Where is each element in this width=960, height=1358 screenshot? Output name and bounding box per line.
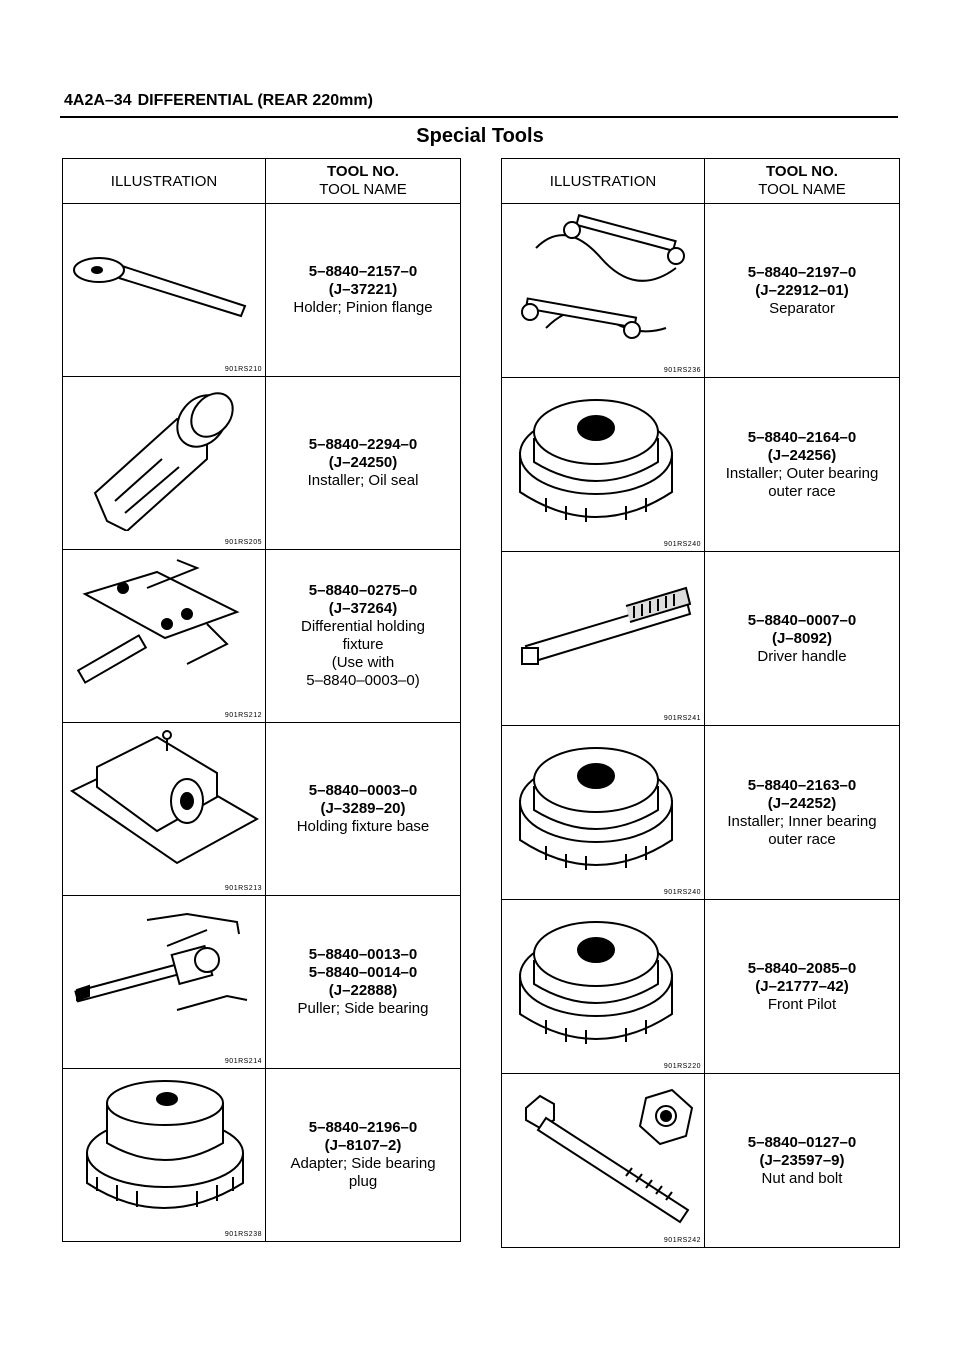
page-number: 4A2A–34 — [64, 92, 132, 109]
table-row — [63, 550, 461, 723]
special-tools-table-right — [501, 158, 900, 1248]
tool-name-line: plug — [348, 1173, 378, 1190]
differential-holding-fixture-icon — [67, 554, 259, 704]
tool-illustration — [63, 723, 266, 896]
tool-illustration — [63, 377, 266, 550]
illustration-header: ILLUSTRATION — [502, 159, 705, 204]
tool-info — [266, 723, 461, 896]
tool-name-header: TOOL NAME — [758, 181, 846, 198]
tool-name-line: 5–8840–0003–0) — [306, 672, 420, 689]
side-bearing-adapter-icon — [67, 1073, 259, 1223]
outer-bearing-race-installer-icon — [506, 382, 698, 532]
figure-number: 901RS210 — [224, 366, 262, 373]
tool-j-number: (J–24252) — [767, 794, 837, 812]
tool-illustration — [63, 1069, 266, 1242]
tool-name-line: (Use with — [331, 654, 395, 671]
section-title: DIFFERENTIAL (REAR 220mm) — [137, 92, 373, 109]
tool-number: 5–8840–2085–0 — [747, 959, 857, 977]
figure-number: 901RS238 — [224, 1231, 262, 1238]
tool-info — [705, 552, 900, 726]
table-header-row — [63, 159, 461, 204]
figure-number: 901RS205 — [224, 539, 262, 546]
tool-number: 5–8840–0007–0 — [747, 611, 857, 629]
table-row — [63, 896, 461, 1069]
tool-no-header: TOOL NO. — [766, 163, 838, 180]
table-row — [502, 726, 900, 900]
tool-name-header: TOOL NAME — [319, 181, 407, 198]
header-rule — [60, 116, 898, 118]
tool-j-number: (J–24250) — [328, 454, 398, 471]
tool-illustration — [502, 552, 705, 726]
tool-info — [705, 204, 900, 378]
tool-illustration — [502, 204, 705, 378]
tool-name: Nut and bolt — [761, 1169, 843, 1187]
tool-number: 5–8840–2294–0 — [308, 436, 418, 453]
table-row — [502, 204, 900, 378]
tool-j-number: (J–24256) — [767, 446, 837, 464]
holding-fixture-base-icon — [67, 727, 259, 877]
tool-name-line: outer race — [768, 482, 836, 500]
tool-number: 5–8840–2197–0 — [747, 263, 857, 281]
tool-j-number: (J–23597–9) — [759, 1151, 845, 1169]
tool-info — [705, 1074, 900, 1248]
tool-j-number: (J–8107–2) — [324, 1137, 402, 1154]
tool-j-number: (J–8092) — [771, 629, 833, 647]
page-title: Special Tools — [416, 125, 544, 147]
figure-number: 901RS214 — [224, 1058, 262, 1065]
tool-name: Puller; Side bearing — [297, 1000, 429, 1017]
tool-number: 5–8840–0014–0 — [308, 964, 418, 981]
tool-j-number: (J–22912–01) — [755, 281, 849, 299]
oil-seal-installer-icon — [67, 381, 259, 531]
tool-illustration — [502, 378, 705, 552]
nut-and-bolt-icon — [506, 1078, 698, 1228]
tool-info — [705, 378, 900, 552]
side-bearing-puller-icon — [67, 900, 259, 1050]
figure-number: 901RS241 — [663, 715, 701, 722]
tool-number: 5–8840–2163–0 — [747, 776, 857, 794]
tool-info — [266, 1069, 461, 1242]
tool-number: 5–8840–0003–0 — [308, 782, 418, 799]
tool-illustration — [502, 1074, 705, 1248]
figure-number: 901RS213 — [224, 885, 262, 892]
tool-name-line: outer race — [768, 830, 836, 848]
table-row — [63, 204, 461, 377]
tool-number: 5–8840–2164–0 — [747, 428, 857, 446]
tool-illustration — [502, 900, 705, 1074]
table-row — [502, 1074, 900, 1248]
table-header-row — [502, 159, 900, 204]
tool-name-line: fixture — [342, 636, 384, 653]
inner-bearing-race-installer-icon — [506, 730, 698, 880]
tool-info — [266, 377, 461, 550]
tool-illustration — [502, 726, 705, 900]
tool-info — [266, 896, 461, 1069]
tool-j-number: (J–21777–42) — [755, 977, 849, 995]
figure-number: 901RS240 — [663, 889, 701, 896]
tool-illustration — [63, 204, 266, 377]
tool-header — [266, 159, 461, 204]
table-row — [502, 900, 900, 1074]
tool-number: 5–8840–2196–0 — [308, 1119, 418, 1136]
tool-number: 5–8840–2157–0 — [308, 263, 418, 280]
tool-j-number: (J–37221) — [328, 281, 398, 298]
tool-info — [266, 204, 461, 377]
pinion-flange-holder-icon — [67, 208, 259, 358]
tool-number: 5–8840–0013–0 — [308, 946, 418, 963]
figure-number: 901RS236 — [663, 367, 701, 374]
table-row — [502, 378, 900, 552]
table-row — [63, 377, 461, 550]
illustration-header: ILLUSTRATION — [63, 159, 266, 204]
tool-name: Installer; Oil seal — [307, 472, 419, 489]
table-row — [502, 552, 900, 726]
front-pilot-icon — [506, 904, 698, 1054]
tool-no-header: TOOL NO. — [327, 163, 399, 180]
tool-illustration — [63, 550, 266, 723]
figure-number: 901RS220 — [663, 1063, 701, 1070]
figure-number: 901RS212 — [224, 712, 262, 719]
tool-j-number: (J–37264) — [328, 600, 398, 617]
tool-number: 5–8840–0127–0 — [747, 1133, 857, 1151]
tool-illustration — [63, 896, 266, 1069]
special-tools-table-left — [62, 158, 461, 1242]
figure-number: 901RS242 — [663, 1237, 701, 1244]
tool-name-line: Installer; Outer bearing — [725, 464, 879, 482]
tool-info — [705, 726, 900, 900]
tool-j-number: (J–22888) — [328, 982, 398, 999]
separator-icon — [506, 208, 698, 358]
tool-name-line: Differential holding — [301, 618, 425, 635]
tool-name-line: Adapter; Side bearing — [290, 1155, 436, 1172]
tool-name: Holder; Pinion flange — [293, 299, 433, 316]
driver-handle-icon — [506, 556, 698, 706]
tool-info — [266, 550, 461, 723]
tool-name: Separator — [769, 299, 835, 317]
table-row — [63, 723, 461, 896]
tool-name-line: Installer; Inner bearing — [727, 812, 877, 830]
table-row — [63, 1069, 461, 1242]
tool-number: 5–8840–0275–0 — [308, 582, 418, 599]
tool-info — [705, 900, 900, 1074]
tool-header — [705, 159, 900, 204]
figure-number: 901RS240 — [663, 541, 701, 548]
page-header — [64, 92, 373, 110]
tool-name: Holding fixture base — [296, 818, 430, 835]
tool-j-number: (J–3289–20) — [320, 800, 406, 817]
tool-name: Driver handle — [757, 647, 847, 665]
tool-name: Front Pilot — [767, 995, 837, 1013]
